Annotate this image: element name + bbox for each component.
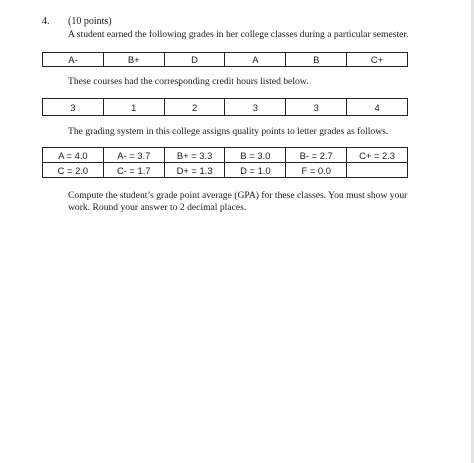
- grade-cell: D: [164, 53, 225, 66]
- quality-point-cell: D = 1.0: [224, 163, 285, 177]
- question-number: 4.: [42, 16, 50, 27]
- quality-point-cell: A- = 3.7: [103, 148, 164, 162]
- grade-cell: A: [224, 53, 285, 66]
- grading-intro-text: The grading system in this college assigns quality points to letter grades as follows.: [68, 126, 389, 137]
- credit-cell: 3: [285, 99, 346, 115]
- credit-cell: 4: [346, 99, 407, 115]
- credits-intro-text: These courses had the corresponding credit hours listed below.: [68, 76, 309, 87]
- grade-cell: C+: [346, 53, 407, 66]
- grades-table: [42, 52, 408, 67]
- credits-table: [42, 98, 408, 116]
- grade-cell: A-: [68, 54, 78, 65]
- instruction-text: Compute the student’s grade point average (GPA) for these classes. You must show your work. Round your answer to 2 decimal places.: [68, 190, 408, 213]
- quality-point-cell: C+ = 2.3: [346, 148, 407, 162]
- credit-cell: 2: [164, 99, 225, 115]
- quality-point-cell: C = 2.0: [57, 164, 89, 176]
- question-points: (10 points): [68, 16, 112, 27]
- table-row: [43, 162, 407, 177]
- empty-cell: [346, 163, 407, 177]
- credit-cell: 1: [103, 99, 164, 115]
- quality-point-cell: B- = 2.7: [285, 148, 346, 162]
- table-row: [43, 148, 407, 162]
- quality-point-cell: F = 0.0: [285, 163, 346, 177]
- grades-intro-text: A student earned the following grades in her college classes during a particular semester.: [68, 29, 409, 40]
- credit-cell: 3: [224, 99, 285, 115]
- quality-point-cell: A = 4.0: [58, 149, 88, 161]
- grade-cell: B+: [103, 53, 164, 66]
- quality-point-cell: B+ = 3.3: [164, 148, 225, 162]
- grade-cell: B: [285, 53, 346, 66]
- quality-point-cell: C- = 1.7: [103, 163, 164, 177]
- quality-point-cell: D+ = 1.3: [164, 163, 225, 177]
- credit-cell: 3: [70, 101, 76, 113]
- quality-point-cell: B = 3.0: [224, 148, 285, 162]
- quality-points-table: [42, 147, 408, 178]
